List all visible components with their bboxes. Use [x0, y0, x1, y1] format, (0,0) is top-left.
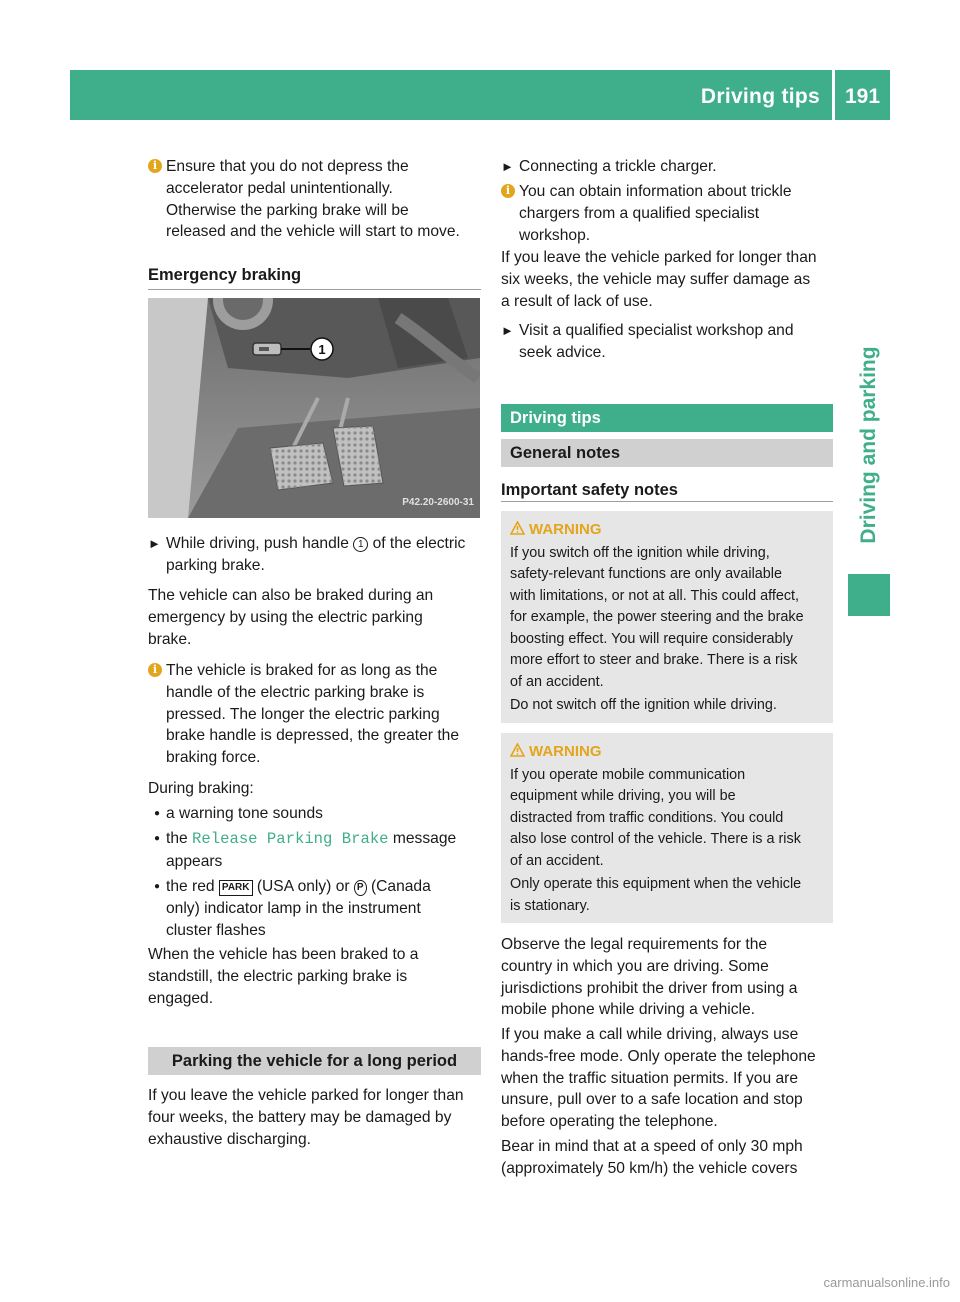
bullet-icon: ●: [154, 881, 161, 892]
info-line: The vehicle is braked for as long as the: [166, 662, 438, 679]
bullet-message: [148, 828, 481, 873]
pedal-illustration: [148, 298, 480, 518]
para-line: when the traffic situation permits. If you are: [501, 1069, 799, 1087]
bullet-text: cluster flashes: [166, 921, 266, 939]
bullet-line: [166, 876, 481, 898]
heading-emergency-braking: Emergency braking: [148, 266, 302, 284]
warning-line: boosting effect. You will require considerably: [510, 630, 793, 647]
step-trickle-charger: [501, 156, 833, 178]
footer-watermark: carmanualsonline.info: [823, 1275, 950, 1291]
step-text: of the electric: [372, 535, 466, 552]
warning-line: more effort to steer and brake. There is a risk: [510, 652, 798, 668]
info-icon: i: [148, 159, 162, 173]
bullet-text: the red: [166, 878, 215, 895]
info-line: chargers from a qualified specialist: [519, 204, 760, 222]
info-line: handle of the electric parking brake is: [166, 683, 425, 701]
warning-line: If you operate mobile communication: [510, 766, 746, 783]
info-line: Ensure that you do not depress the: [166, 158, 409, 175]
para-line: country in which you are driving. Some: [501, 957, 769, 975]
bullet-icon: ●: [154, 833, 161, 844]
warning-header: [510, 741, 825, 763]
step-line: [166, 533, 481, 555]
para-line: If you leave the vehicle parked for longer than: [501, 249, 817, 266]
park-lamp-icon: PARK: [219, 880, 253, 896]
info-note-braked: [148, 660, 481, 769]
warning-triangle-icon: [510, 743, 525, 757]
step-text: Visit a qualified specialist workshop and: [519, 322, 794, 339]
para-line: If you make a call while driving, always use: [501, 1026, 799, 1043]
para-line: If you leave the vehicle parked for longer than: [148, 1087, 464, 1104]
para-line: (approximately 50 km/h) the vehicle covers: [501, 1159, 798, 1177]
bullet-icon: ●: [154, 808, 161, 819]
warning-box-mobile: [501, 733, 833, 923]
step-push-handle: [148, 533, 481, 577]
subheading-long-period: Parking the vehicle for a long period: [148, 1047, 481, 1075]
para-line: hands-free mode. Only operate the telephone: [501, 1047, 816, 1065]
info-line: brake handle is depressed, the greater the: [166, 727, 460, 745]
bullet-text: a warning tone sounds: [166, 805, 323, 822]
during-braking: During braking:: [148, 780, 254, 797]
bullet-text: (Canada: [370, 878, 431, 895]
para-line: before operating the telephone.: [501, 1113, 718, 1131]
parking-brake-lamp-icon: P: [354, 880, 367, 896]
warning-triangle-icon: [510, 521, 525, 535]
section-bar-driving-tips: Driving tips: [501, 404, 833, 432]
para-speed: [501, 1136, 833, 1180]
subheading-general-notes: General notes: [501, 439, 833, 467]
warning-line: with limitations, or not at all. This could affect,: [510, 587, 800, 604]
warning-line: also lose control of the vehicle. There is a risk: [510, 831, 801, 847]
para-line: jurisdictions prohibit the driver from using a: [501, 979, 798, 997]
step-visit-workshop: [501, 320, 833, 364]
bullet-text: appears: [166, 852, 223, 870]
info-icon: i: [501, 184, 515, 198]
para-line: brake.: [148, 630, 192, 648]
warning-line: distracted from traffic conditions. You could: [510, 809, 784, 826]
step-arrow-icon: ►: [148, 536, 161, 551]
step-text: seek advice.: [519, 343, 606, 361]
pedal-photo: [148, 298, 480, 518]
info-icon: i: [148, 663, 162, 677]
para-four-weeks: [148, 1085, 481, 1150]
bullet-indicator-lamp: [148, 876, 481, 941]
heading-safety-notes: Important safety notes: [501, 481, 678, 499]
sidebar-marker: [848, 574, 890, 616]
para-line: Observe the legal requirements for the: [501, 936, 768, 953]
header-section-title: Driving tips: [700, 85, 820, 108]
sidebar-chapter-tab: [848, 330, 890, 560]
info-note-charger: [501, 181, 833, 246]
warning-action: Only operate this equipment when the vehicle: [510, 876, 802, 892]
bullet-text: message: [392, 830, 457, 847]
warning-header: [510, 519, 825, 541]
para-legal-requirements: [501, 934, 833, 1021]
warning-action: Do not switch off the ignition while driving.: [510, 697, 777, 713]
para-line: Bear in mind that at a speed of only 30 mph: [501, 1138, 803, 1155]
warning-box-ignition: [501, 511, 833, 723]
para-line: exhaustive discharging.: [148, 1130, 311, 1148]
step-text: While driving, push handle: [166, 535, 349, 552]
bullet-line: [166, 828, 481, 851]
bullet-warning-tone: [148, 803, 481, 825]
para-electric-brake: [148, 585, 481, 650]
bullet-text: (USA only) or: [256, 878, 350, 895]
para-line: emergency by using the electric parking: [148, 608, 423, 626]
bullet-text: only) indicator lamp in the instrument: [166, 899, 421, 917]
info-line: workshop.: [519, 226, 591, 244]
info-line: You can obtain information about trickle: [519, 183, 792, 200]
warning-line: of an accident.: [510, 673, 604, 690]
step-text: Connecting a trickle charger.: [519, 158, 717, 175]
info-line: pressed. The longer the electric parking: [166, 705, 440, 723]
display-message: Release Parking Brake: [192, 830, 389, 848]
step-arrow-icon: ►: [501, 323, 514, 338]
para-line: When the vehicle has been braked to a: [148, 946, 419, 963]
step-arrow-icon: ►: [501, 159, 514, 174]
para-line: The vehicle can also be braked during an: [148, 587, 434, 604]
heading-rule: [148, 289, 481, 290]
warning-line: safety-relevant functions are only available: [510, 566, 782, 582]
para-line: engaged.: [148, 989, 214, 1007]
step-line: parking brake.: [166, 556, 265, 574]
warning-line: equipment while driving, you will be: [510, 788, 736, 804]
callout-marker: 1: [353, 537, 368, 552]
info-note-pedal: [148, 156, 481, 243]
image-code: P42.20-2600-31: [402, 497, 474, 509]
info-line: released and the vehicle will start to move.: [166, 223, 460, 241]
para-line: a result of lack of use.: [501, 292, 653, 310]
para-line: unsure, pull over to a safe location and stop: [501, 1091, 803, 1109]
info-line: braking force.: [166, 749, 261, 767]
para-line: four weeks, the battery may be damaged by: [148, 1108, 452, 1126]
para-line: six weeks, the vehicle may suffer damage as: [501, 270, 811, 288]
warning-title: WARNING: [529, 521, 602, 538]
callout-number: 1: [318, 342, 326, 357]
heading-rule: [501, 501, 833, 502]
para-line: standstill, the electric parking brake is: [148, 967, 408, 985]
bullet-text: the: [166, 830, 188, 847]
warning-line: If you switch off the ignition while driving,: [510, 544, 770, 561]
sidebar-chapter-label: Driving and parking: [857, 346, 881, 544]
info-line: accelerator pedal unintentionally.: [166, 179, 393, 197]
para-six-weeks: [501, 247, 833, 312]
para-hands-free: [501, 1024, 833, 1133]
warning-line: of an accident.: [510, 852, 604, 869]
warning-line: for example, the power steering and the brake: [510, 609, 804, 625]
para-standstill: [148, 944, 481, 1009]
info-line: Otherwise the parking brake will be: [166, 201, 409, 219]
page-number: 191: [844, 85, 881, 108]
para-line: mobile phone while driving a vehicle.: [501, 1001, 755, 1019]
warning-action: is stationary.: [510, 897, 590, 914]
warning-title: WARNING: [529, 743, 602, 760]
